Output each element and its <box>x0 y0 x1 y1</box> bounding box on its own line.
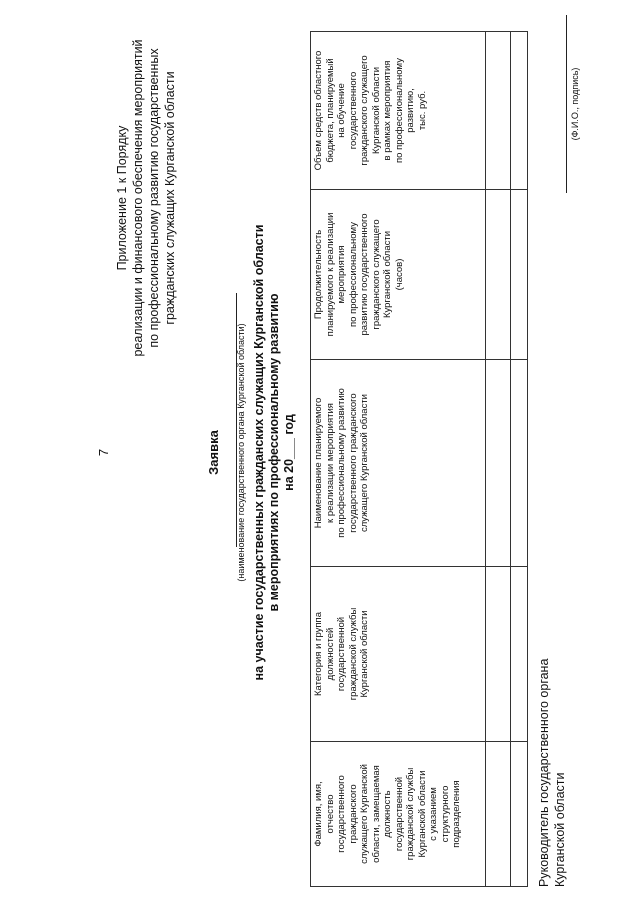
table-row <box>511 32 528 887</box>
subtitle-line: на участие государственных гражданских служащих Курганской области <box>252 224 266 681</box>
signature-block <box>536 659 568 887</box>
table-cell[interactable] <box>486 567 511 742</box>
header-budget-amount: Объем средств областного бюджета, планируемый на обучение государственного гражданского служащего Курганской области в рамках мероприятия по профессиональному развитию, тыс. руб. <box>311 32 486 190</box>
signature-line-text: Руководитель государственного органа <box>537 658 551 887</box>
signature-line <box>566 15 567 193</box>
signature-line-text: Курганской области <box>553 772 567 887</box>
subtitle-line: в мероприятиях по профессиональному развитию <box>267 293 281 612</box>
table-cell[interactable] <box>511 32 528 190</box>
document-title: Заявка <box>206 430 221 475</box>
table-row <box>486 32 511 887</box>
table-cell[interactable] <box>486 742 511 887</box>
table-header-row <box>311 32 486 887</box>
table-cell[interactable] <box>486 32 511 190</box>
appendix-header <box>114 8 178 388</box>
header-duration: Продолжительность планируемого к реализации мероприятия по профессиональному развитию государственного гражданского служащего Курганской области (часов) <box>311 190 486 360</box>
appendix-line: Приложение 1 к Порядку <box>115 125 129 271</box>
table-cell[interactable] <box>511 742 528 887</box>
org-name-caption: (наименование государственного органа Курганской области) <box>236 323 246 582</box>
header-full-name-position: Фамилия, имя, отчество государственного гражданского служащего Курганской области, замещаемая должность государственной гражданской службы Курганской области с указанием структурного подразделения <box>311 742 486 887</box>
table-cell[interactable] <box>511 567 528 742</box>
signature-caption: (Ф.И.О., подпись) <box>570 67 580 141</box>
appendix-line: реализации и финансового обеспечения мероприятий <box>131 39 145 357</box>
header-category-group: Категория и группа должностей государственной гражданской службы Курганской области <box>311 567 486 742</box>
request-table <box>310 31 528 887</box>
subtitle-line: на 20___ год <box>282 414 296 491</box>
page-number: 7 <box>96 448 111 457</box>
table-cell[interactable] <box>511 360 528 567</box>
appendix-line: по профессиональному развитию государственных <box>147 48 161 348</box>
table-cell[interactable] <box>486 360 511 567</box>
table-cell[interactable] <box>486 190 511 360</box>
table-cell[interactable] <box>511 190 528 360</box>
document-subtitle <box>252 0 297 905</box>
header-event-name: Наименование планируемого к реализации мероприятия по профессиональному развитию государственного гражданского служащего Курганской области <box>311 360 486 567</box>
appendix-line: гражданских служащих Курганской области <box>163 71 177 325</box>
